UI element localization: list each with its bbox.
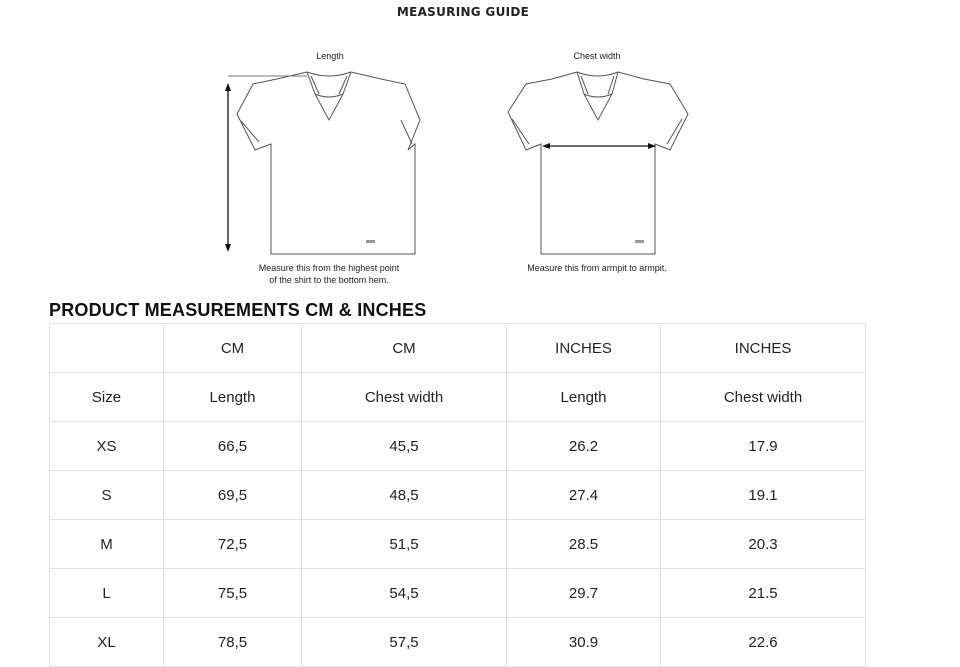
size-cell: XL xyxy=(50,618,164,667)
size-cell: S xyxy=(50,471,164,520)
header-cell: Size xyxy=(50,373,164,422)
value-cell: 66,5 xyxy=(164,422,302,471)
value-cell: 21.5 xyxy=(661,569,866,618)
size-cell: M xyxy=(50,520,164,569)
measurements-table xyxy=(49,323,866,667)
value-cell: 45,5 xyxy=(302,422,507,471)
length-caption-line-1: Measure this from the highest point xyxy=(258,263,400,273)
length-caption-line-2: of the shirt to the bottom hem. xyxy=(269,275,389,285)
chest-figure-caption: Measure this from armpit to armpit. xyxy=(527,263,667,273)
value-cell: 20.3 xyxy=(661,520,866,569)
value-cell: 78,5 xyxy=(164,618,302,667)
value-cell: 26.2 xyxy=(507,422,661,471)
size-cell: XS xyxy=(50,422,164,471)
header-cell: Chest width xyxy=(302,373,507,422)
size-cell: L xyxy=(50,569,164,618)
value-cell: 69,5 xyxy=(164,471,302,520)
length-shirt-diagram xyxy=(215,64,430,264)
value-cell: 30.9 xyxy=(507,618,661,667)
value-cell: 51,5 xyxy=(302,520,507,569)
header-row xyxy=(50,373,866,422)
table-row xyxy=(50,520,866,569)
value-cell: 75,5 xyxy=(164,569,302,618)
value-cell: 72,5 xyxy=(164,520,302,569)
guide-title: MEASURING GUIDE xyxy=(396,5,530,19)
chest-figure-label: Chest width xyxy=(573,51,621,61)
header-cell: Chest width xyxy=(661,373,866,422)
unit-cell: CM xyxy=(164,324,302,373)
value-cell: 57,5 xyxy=(302,618,507,667)
value-cell: 28.5 xyxy=(507,520,661,569)
table-row xyxy=(50,618,866,667)
value-cell: 29.7 xyxy=(507,569,661,618)
value-cell: 17.9 xyxy=(661,422,866,471)
length-figure-caption xyxy=(229,262,429,286)
table-row xyxy=(50,422,866,471)
unit-cell: CM xyxy=(302,324,507,373)
table-row xyxy=(50,569,866,618)
chest-shirt-diagram xyxy=(500,64,700,259)
section-title: PRODUCT MEASUREMENTS CM & INCHES xyxy=(49,300,427,320)
header-cell: Length xyxy=(507,373,661,422)
unit-cell: INCHES xyxy=(661,324,866,373)
unit-row xyxy=(50,324,866,373)
value-cell: 27.4 xyxy=(507,471,661,520)
value-cell: 19.1 xyxy=(661,471,866,520)
table-row xyxy=(50,471,866,520)
unit-cell xyxy=(50,324,164,373)
value-cell: 54,5 xyxy=(302,569,507,618)
value-cell: 48,5 xyxy=(302,471,507,520)
length-figure-label: Length xyxy=(316,51,344,61)
header-cell: Length xyxy=(164,373,302,422)
value-cell: 22.6 xyxy=(661,618,866,667)
unit-cell: INCHES xyxy=(507,324,661,373)
